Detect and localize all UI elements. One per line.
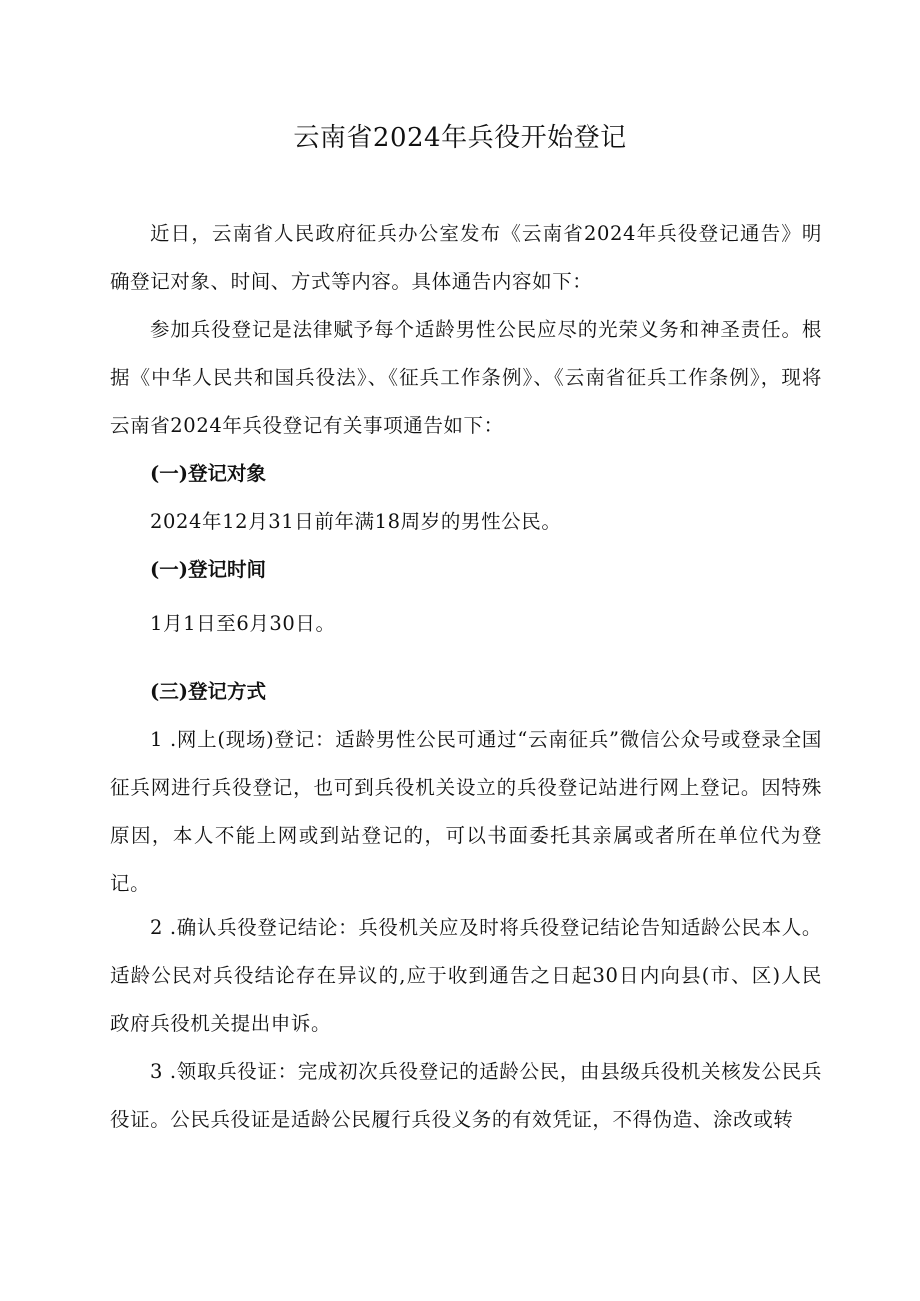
section-body-registration-target: 2024年12月31日前年满18周岁的男性公民。	[150, 510, 562, 533]
list-item-collect-certificate: 3 .领取兵役证：完成初次兵役登记的适龄公民，由县级兵役机关核发公民兵役证。公民兵役证是适龄公民履行兵役义务的有效凭证，不得伪造、涂改或转	[110, 1060, 822, 1131]
section-heading-registration-target: (一)登记对象	[150, 462, 266, 485]
intro-paragraph: 近日，云南省人民政府征兵办公室发布《云南省2024年兵役登记通告》明确登记对象、时间、方式等内容。具体通告内容如下：	[110, 222, 822, 293]
list-item-confirm-conclusion: 2 .确认兵役登记结论：兵役机关应及时将兵役登记结论告知适龄公民本人。适龄公民对兵役结论存在异议的,应于收到通告之日起30日内向县(市、区)人民政府兵役机关提出申诉。	[110, 916, 822, 1035]
preamble-paragraph: 参加兵役登记是法律赋予每个适龄男性公民应尽的光荣义务和神圣责任。根据《中华人民共和国兵役法》、《征兵工作条例》、《云南省征兵工作条例》，现将云南省2024年兵役登记有关事项通告如下：	[110, 318, 822, 437]
section-body-registration-time: 1月1日至6月30日。	[150, 612, 336, 635]
list-item-online-registration: 1 .网上(现场)登记：适龄男性公民可通过“云南征兵”微信公众号或登录全国征兵网进行兵役登记，也可到兵役机关设立的兵役登记站进行网上登记。因特殊原因，本人不能上网或到站登记的，可以书面委托其亲属或者所在单位代为登记。	[110, 728, 822, 895]
section-heading-registration-time: (一)登记时间	[150, 558, 266, 581]
document-title: 云南省2024年兵役开始登记	[293, 123, 627, 153]
section-heading-registration-method: (三)登记方式	[150, 680, 266, 703]
